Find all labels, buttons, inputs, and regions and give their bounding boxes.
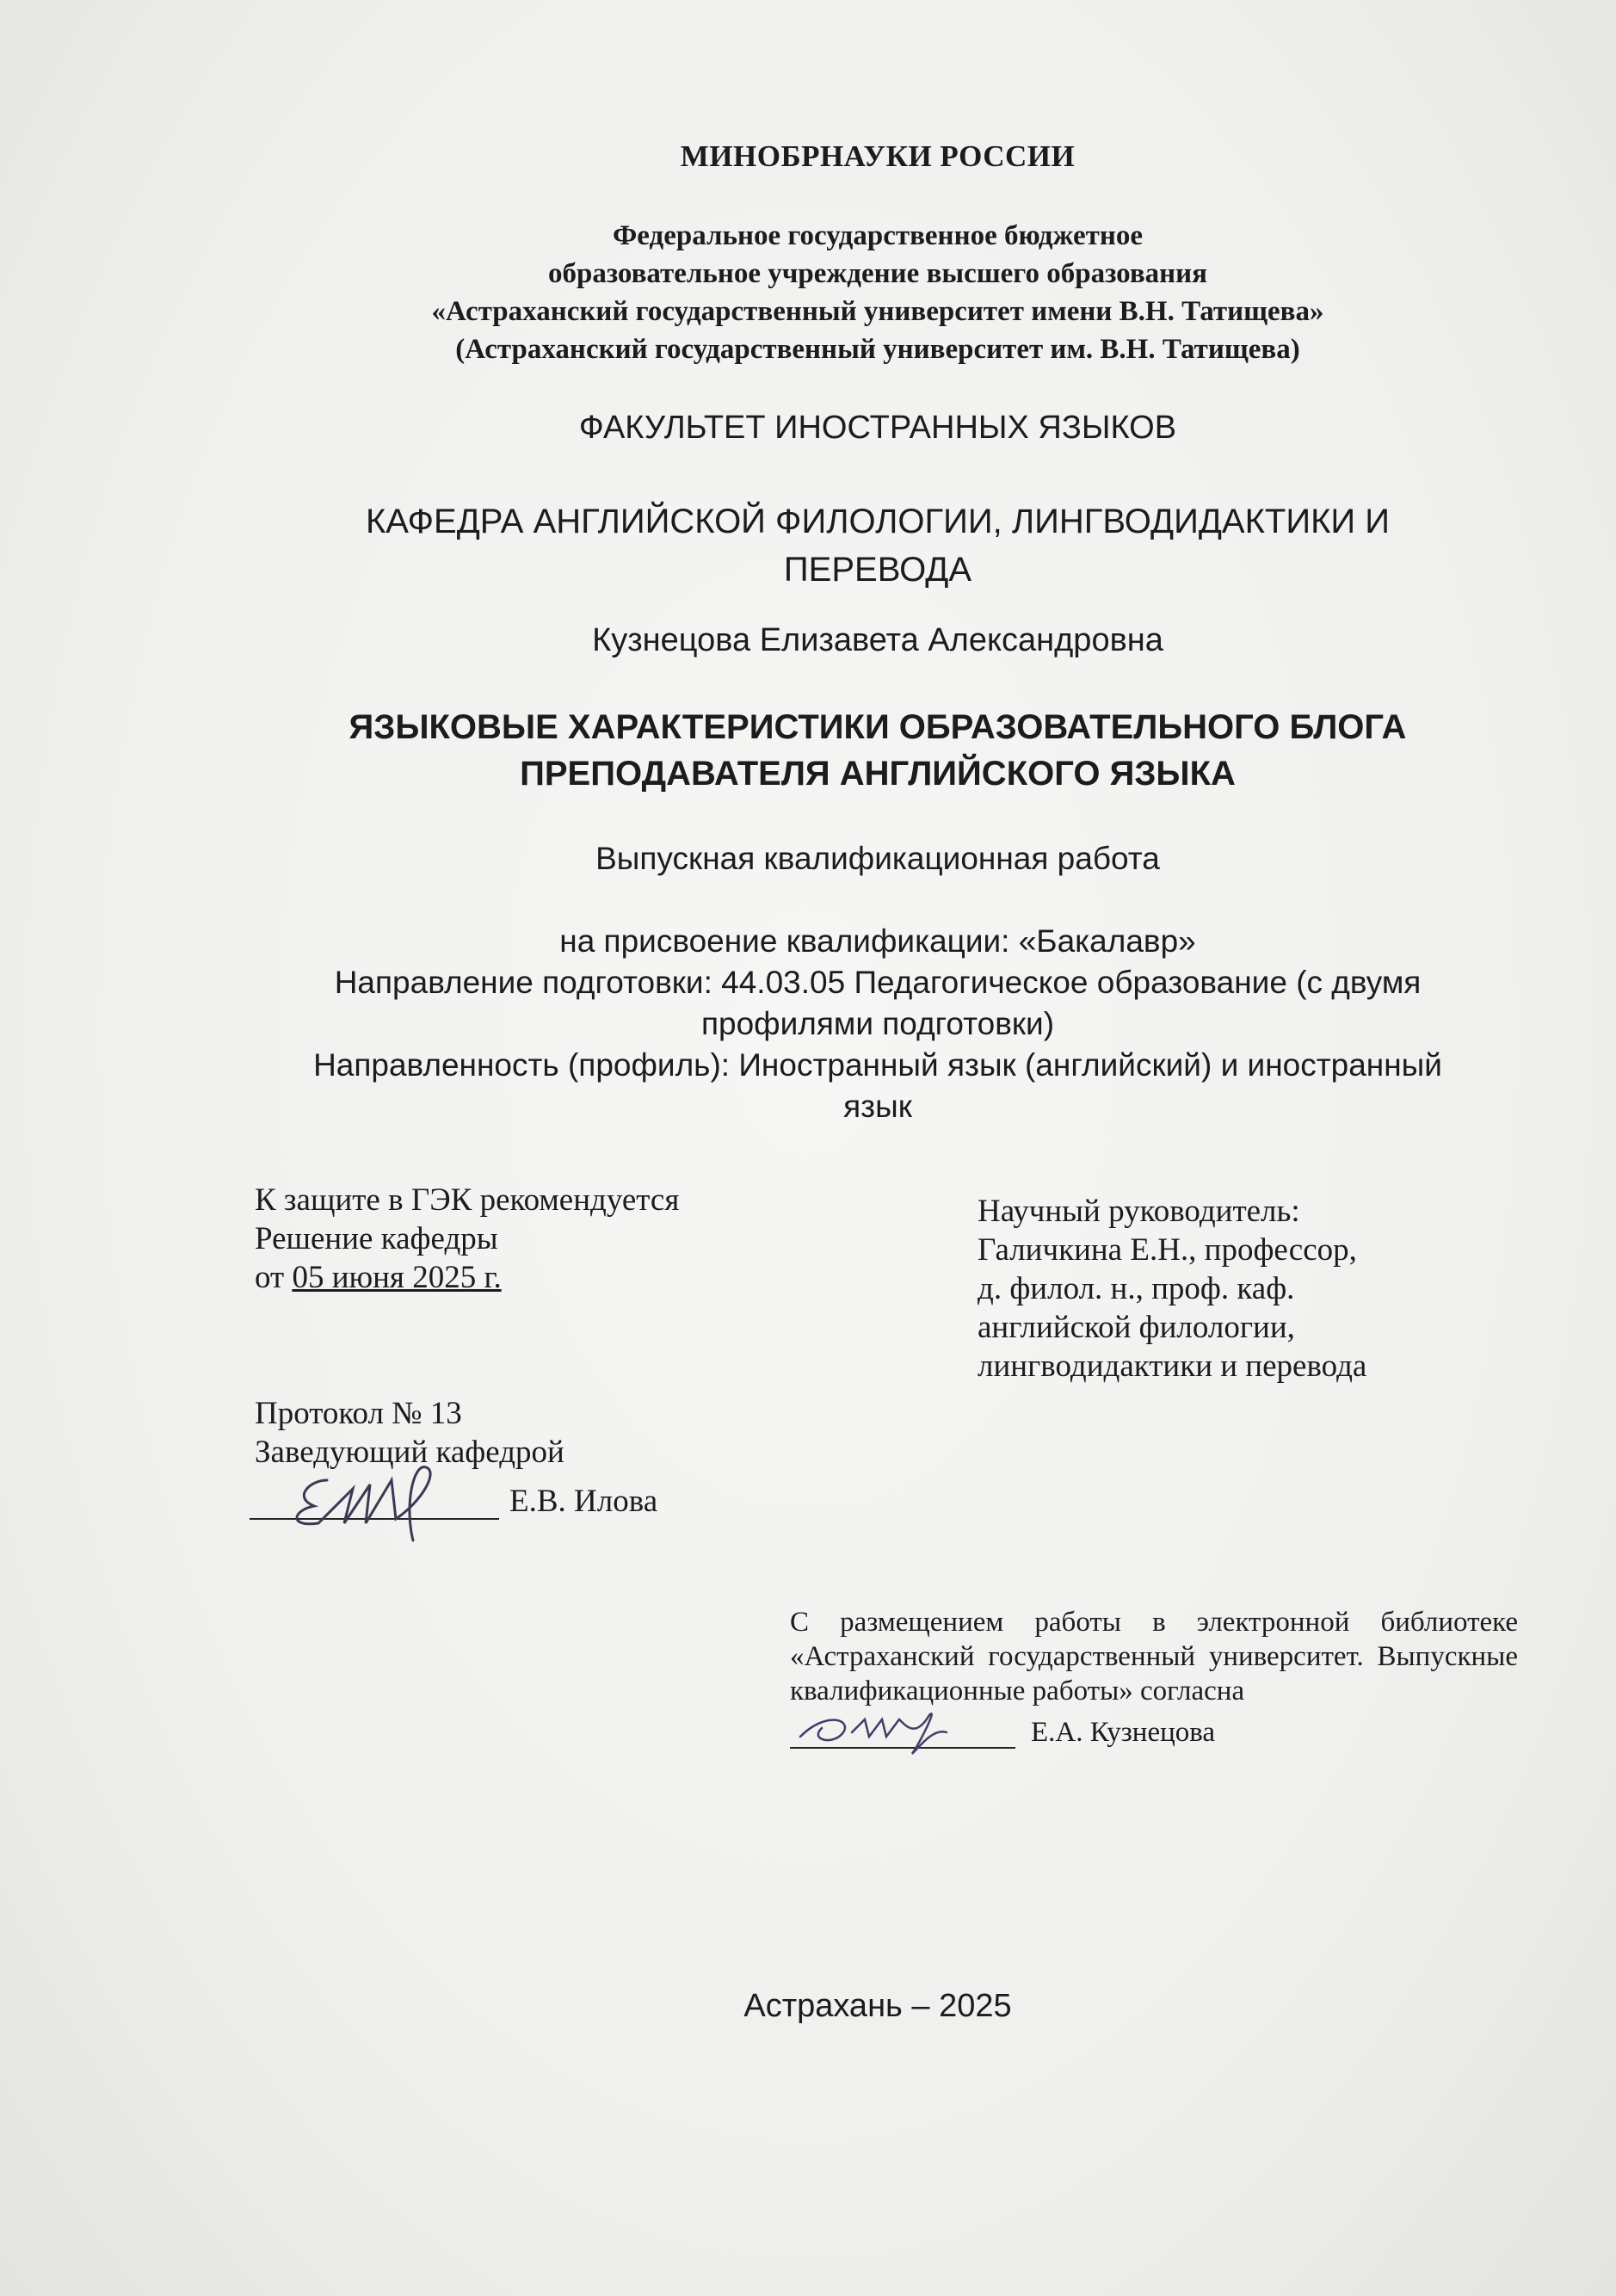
org-line: образовательное учреждение высшего образования xyxy=(547,258,1208,289)
organization-name xyxy=(207,217,1549,368)
org-line: Федеральное государственное бюджетное xyxy=(612,220,1144,251)
title-line: ЯЗЫКОВЫЕ ХАРАКТЕРИСТИКИ ОБРАЗОВАТЕЛЬНОГО БЛОГА xyxy=(348,708,1407,746)
department-name xyxy=(207,497,1549,594)
supervisor-line: английской филологии, xyxy=(978,1310,1295,1345)
supervisor-line: д. филол. н., проф. каф. xyxy=(978,1271,1295,1306)
date-prefix: от xyxy=(255,1260,293,1295)
handwritten-signature-icon xyxy=(792,1694,964,1762)
defense-line: К защите в ГЭК рекомендуется xyxy=(255,1182,680,1218)
qualification-info xyxy=(207,921,1549,1127)
department-line: ПЕРЕВОДА xyxy=(783,551,972,589)
author-name: Кузнецова Елизавета Александровна xyxy=(592,622,1163,658)
supervisor-block xyxy=(978,1192,1366,1386)
faculty-name: ФАКУЛЬТЕТ ИНОСТРАННЫХ ЯЗЫКОВ xyxy=(578,410,1177,446)
qualification-line: язык xyxy=(843,1089,912,1124)
consent-signature-line xyxy=(790,1713,1215,1749)
qualification-line: Направление подготовки: 44.03.05 Педагогическое образование (с двумя xyxy=(334,965,1422,1000)
signature-underline xyxy=(790,1713,1015,1749)
org-line: (Астраханский государственный университет им. В.Н. Татищева) xyxy=(455,334,1300,365)
supervisor-line: Галичкина Е.Н., профессор, xyxy=(978,1232,1357,1268)
title-line: ПРЕПОДАВАТЕЛЯ АНГЛИЙСКОГО ЯЗЫКА xyxy=(520,755,1236,793)
qualification-line: профилями подготовки) xyxy=(700,1006,1055,1041)
thesis-title xyxy=(207,704,1549,797)
department-line: КАФЕДРА АНГЛИЙСКОЙ ФИЛОЛОГИИ, ЛИНГВОДИДАКТИКИ И xyxy=(365,503,1391,540)
supervisor-line: лингводидактики и перевода xyxy=(978,1349,1367,1384)
protocol-number: Протокол № 13 xyxy=(255,1396,462,1431)
supervisor-line: Научный руководитель: xyxy=(978,1194,1300,1229)
signature-underline xyxy=(250,1480,499,1520)
head-signature-line xyxy=(250,1480,657,1520)
handwritten-signature-icon xyxy=(275,1454,499,1549)
org-line: «Астраханский государственный университет имени В.Н. Татищева» xyxy=(431,296,1324,327)
city-year: Астрахань – 2025 xyxy=(743,1988,1012,2024)
defense-line: Решение кафедры xyxy=(255,1221,498,1256)
defense-recommendation xyxy=(255,1181,679,1297)
library-consent: С размещением работы в электронной библиотеке «Астраханский государственный университет. Выпускные квалификационные работы» согласна xyxy=(790,1607,1518,1707)
defense-date: 05 июня 2025 г. xyxy=(292,1260,502,1295)
head-name: Е.В. Илова xyxy=(509,1484,658,1519)
head-label: Заведующий кафедрой xyxy=(255,1435,564,1470)
consent-signer: Е.А. Кузнецова xyxy=(1031,1717,1216,1748)
qualification-line: Направленность (профиль): Иностранный язык (английский) и иностранный xyxy=(313,1047,1442,1083)
work-type: Выпускная квалификационная работа xyxy=(595,841,1160,876)
ministry-heading: МИНОБРНАУКИ РОССИИ xyxy=(680,139,1076,173)
defense-date-line xyxy=(255,1258,679,1297)
qualification-line: на присвоение квалификации: «Бакалавр» xyxy=(559,923,1196,959)
